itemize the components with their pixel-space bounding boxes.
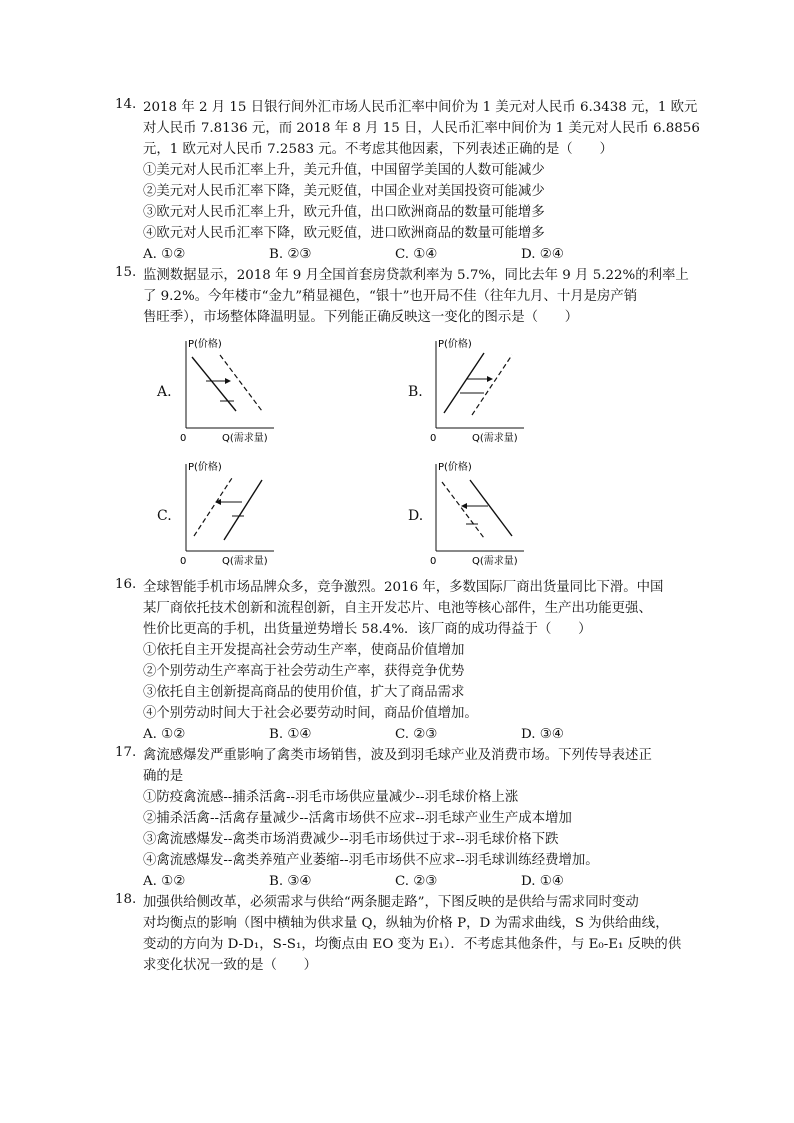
- origin-label: 0: [180, 433, 187, 444]
- stem-line: 对人民币 7.8136 元，而 2018 年 8 月 15 日，人民币汇率中间价为 1 美元对人民币 6.8856: [143, 121, 700, 136]
- statement-item: ②美元对人民币汇率下降，美元贬值，中国企业对美国投资可能减少: [143, 184, 545, 199]
- stem-line: 了 9.2%。今年楼市“金九”稍显褪色，“银十”也开局不佳（往年九月、十月是房产销: [143, 289, 638, 304]
- question-18: [115, 892, 685, 976]
- statement-item: ④欧元对人民币汇率下降，欧元贬值，进口欧洲商品的数量可能增多: [143, 226, 545, 241]
- question-15: [115, 265, 689, 328]
- diagram-b: [426, 335, 536, 451]
- diagram-a-label[interactable]: A.: [157, 384, 172, 400]
- statement-item: ④禽流感爆发--禽类养殖产业萎缩--羽毛市场供不应求--羽毛球训练经费增加。: [143, 853, 599, 868]
- shifted-curve: [194, 478, 232, 536]
- question-number: 15.: [115, 265, 137, 280]
- stem-line: 求变化状况一致的是（ ）: [143, 958, 318, 973]
- statement-item: ③依托自主创新提高商品的使用价值，扩大了商品需求: [143, 685, 465, 700]
- option-d[interactable]: D. ③④: [521, 727, 564, 742]
- y-axis-label: P(价格): [188, 462, 222, 473]
- option-c[interactable]: C. ②③: [395, 874, 438, 889]
- demand-curve-graph: [426, 458, 536, 570]
- x-axis-label: Q(需求量): [472, 433, 518, 444]
- stem-line: 某厂商依托技术创新和流程创新，自主开发芯片、电池等核心部件，生产出功能更强、: [143, 601, 652, 616]
- stem-line: 2018 年 2 月 15 日银行间外汇市场人民币汇率中间价为 1 美元对人民币 6.3438 元，1 欧元: [143, 100, 698, 115]
- stem-line: 变动的方向为 D-D₁，S-S₁，均衡点由 EO 变为 E₁）．不考虑其他条件，与 E₀-E₁ 反映的供: [143, 937, 682, 952]
- statement-item: ③禽流感爆发--禽类市场消费减少--羽毛市场供过于求--羽毛球价格下跌: [143, 832, 559, 847]
- demand-curve-graph: [176, 335, 286, 447]
- option-d[interactable]: D. ②④: [521, 247, 564, 262]
- stem-line: 加强供给侧改革，必须需求与供给“两条腿走路”，下图反映的是供给与需求同时变动: [143, 895, 639, 910]
- diagram-d: [426, 458, 536, 574]
- y-axis-label: P(价格): [188, 339, 222, 350]
- shifted-curve: [472, 355, 512, 415]
- y-axis-label: P(价格): [438, 339, 472, 350]
- question-14: [115, 97, 700, 265]
- diagram-c-label[interactable]: C.: [157, 508, 172, 524]
- option-a[interactable]: A. ①②: [143, 727, 186, 742]
- stem-line: 售旺季），市场整体降温明显。下列能正确反映这一变化的图示是（ ）: [143, 310, 579, 325]
- supply-curve-graph: [426, 335, 536, 447]
- option-b[interactable]: B. ①④: [269, 727, 312, 742]
- answer-options: [143, 724, 685, 745]
- origin-label: 0: [180, 556, 187, 567]
- option-a[interactable]: A. ①②: [143, 247, 186, 262]
- option-c[interactable]: C. ②③: [395, 727, 438, 742]
- stem-line: 监测数据显示，2018 年 9 月全国首套房贷款利率为 5.7%，同比去年 9 月 5.22%的利率上: [143, 268, 689, 283]
- original-curve: [224, 480, 262, 540]
- answer-options: [143, 244, 685, 265]
- statement-item: ①防疫禽流感--捕杀活禽--羽毛市场供应量减少--羽毛球价格上涨: [143, 790, 519, 805]
- diagram-c: [176, 458, 286, 574]
- stem-line: 对均衡点的影响（图中横轴为供求量 Q，纵轴为价格 P，D 为需求曲线，S 为供给曲线，: [143, 916, 669, 931]
- diagram-a: [176, 335, 286, 451]
- x-axis-label: Q(需求量): [222, 433, 268, 444]
- stem-line: 性价比更高的手机，出货量逆势增长 58.4%．该厂商的成功得益于（ ）: [143, 622, 592, 637]
- statement-item: ②个别劳动生产率高于社会劳动生产率，获得竞争优势: [143, 664, 465, 679]
- question-16: [115, 577, 685, 745]
- x-axis-label: Q(需求量): [222, 556, 268, 567]
- origin-label: 0: [430, 556, 437, 567]
- supply-curve-graph: [176, 458, 286, 570]
- statement-item: ①美元对人民币汇率上升，美元升值，中国留学美国的人数可能减少: [143, 163, 545, 178]
- option-a[interactable]: A. ①②: [143, 874, 186, 889]
- statement-item: ④个别劳动时间大于社会必要劳动时间，商品价值增加。: [143, 706, 478, 721]
- stem-line: 禽流感爆发严重影响了禽类市场销售，波及到羽毛球产业及消费市场。下列传导表述正: [143, 748, 652, 763]
- question-number: 14.: [115, 97, 137, 112]
- option-b[interactable]: B. ③④: [269, 874, 312, 889]
- original-curve: [192, 357, 236, 411]
- stem-line: 元，1 欧元对人民币 7.2583 元。不考虑其他因素，下列表述正确的是（ ）: [143, 142, 613, 157]
- statement-item: ①依托自主开发提高社会劳动生产率，使商品价值增加: [143, 643, 465, 658]
- statement-item: ②捕杀活禽--活禽存量减少--活禽市场供不应求--羽毛球产业生产成本增加: [143, 811, 572, 826]
- diagram-d-label[interactable]: D.: [408, 508, 424, 524]
- origin-label: 0: [430, 433, 437, 444]
- original-curve: [444, 353, 484, 413]
- diagram-b-label[interactable]: B.: [408, 384, 423, 400]
- question-17: [115, 745, 685, 892]
- question-number: 17.: [115, 745, 137, 760]
- statement-item: ③欧元对人民币汇率上升，欧元升值，出口欧洲商品的数量可能增多: [143, 205, 545, 220]
- option-c[interactable]: C. ①④: [395, 247, 438, 262]
- stem-line: 确的是: [143, 769, 184, 784]
- answer-options: [143, 871, 685, 892]
- question-number: 16.: [115, 577, 137, 592]
- x-axis-label: Q(需求量): [472, 556, 518, 567]
- option-b[interactable]: B. ②③: [269, 247, 312, 262]
- y-axis-label: P(价格): [438, 462, 472, 473]
- option-d[interactable]: D. ①④: [521, 874, 564, 889]
- question-number: 18.: [115, 892, 137, 907]
- shifted-curve: [220, 355, 262, 411]
- stem-line: 全球智能手机市场品牌众多，竞争激烈。2016 年，多数国际厂商出货量同比下滑。中国: [143, 580, 664, 595]
